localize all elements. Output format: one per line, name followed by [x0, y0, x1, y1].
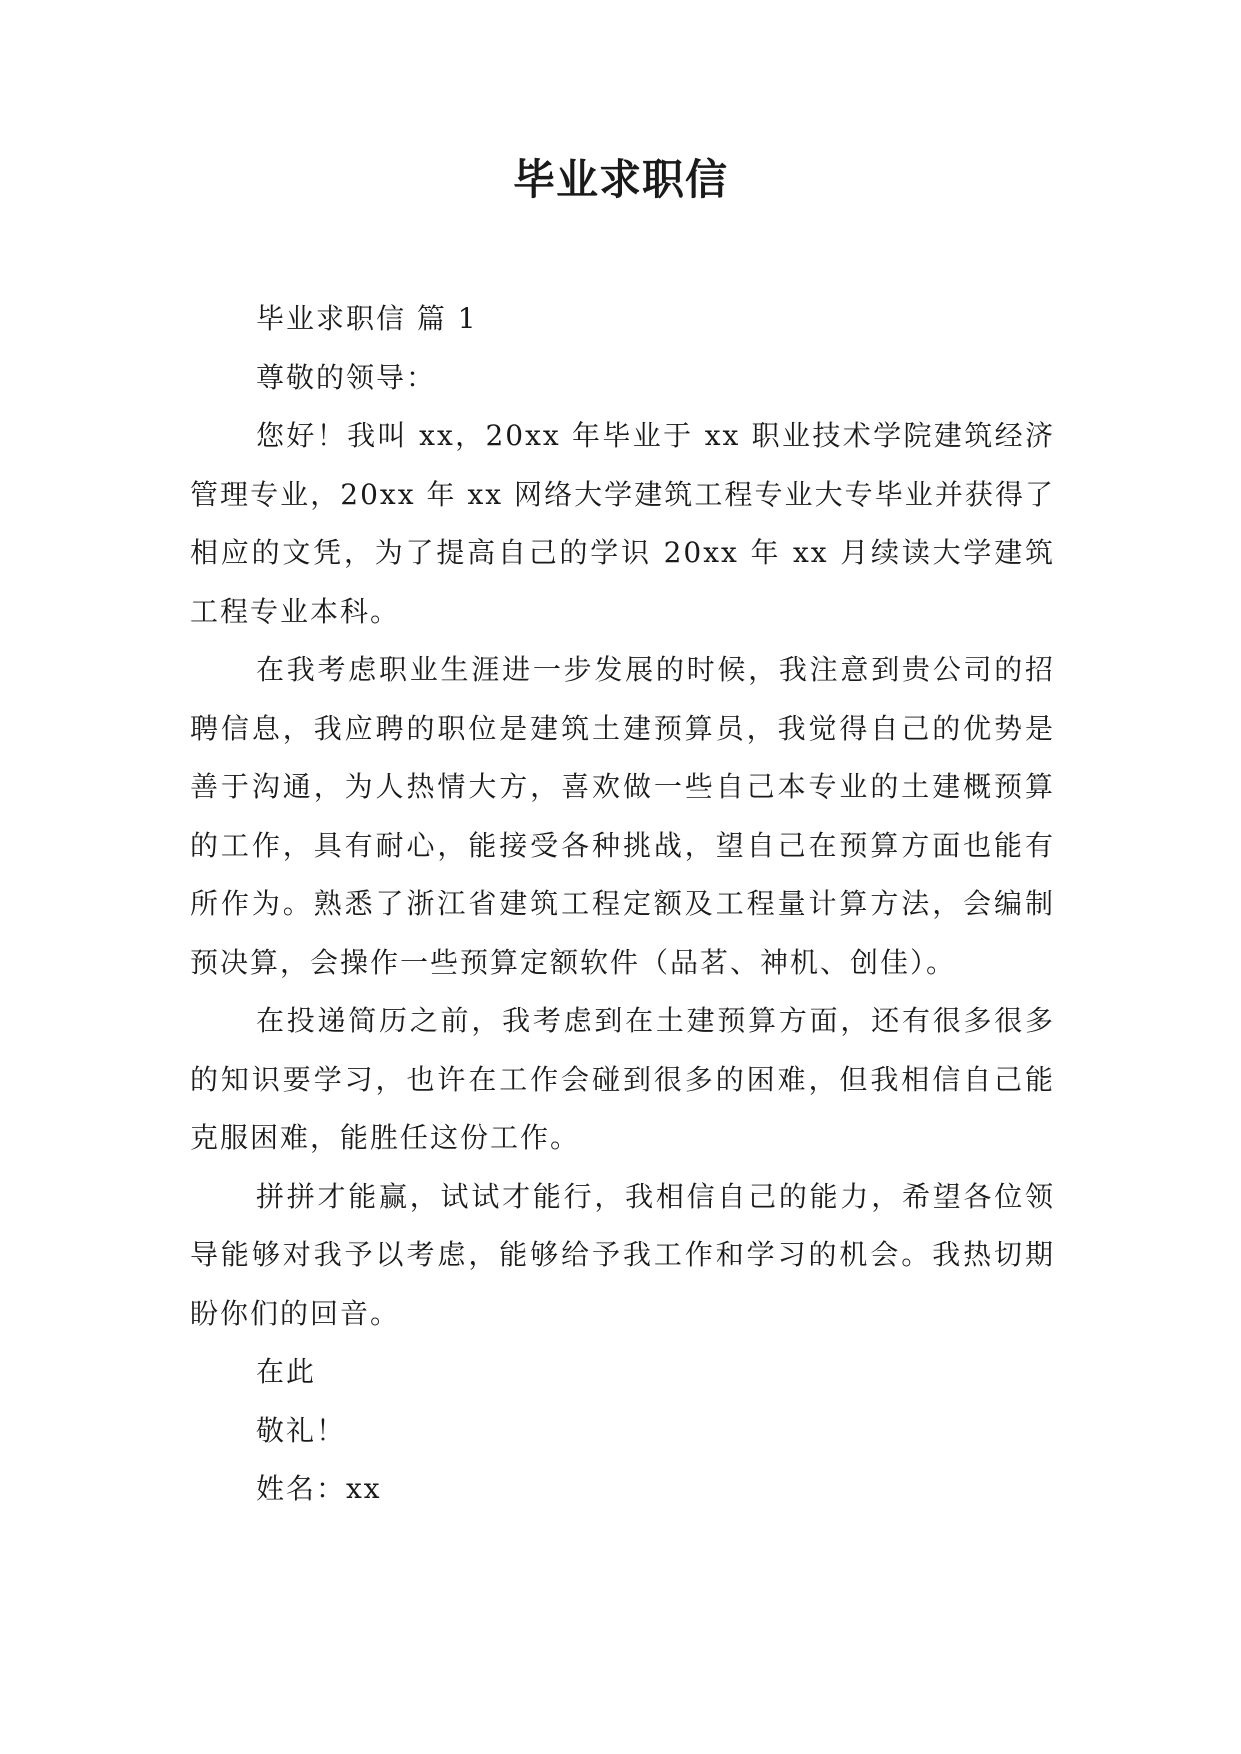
closing-regards: 敬礼！: [256, 1413, 347, 1447]
signature-name: 姓名：xx: [256, 1472, 382, 1505]
document-body: [190, 290, 1055, 1519]
paragraph-motivation: 在投递简历之前，我考虑到在土建预算方面，还有很多很多的知识要学习，也许在工作会碰到很多的困难，但我相信自己能克服困难，能胜任这份工作。: [190, 1004, 1055, 1154]
section-heading: 毕业求职信 篇 1: [256, 302, 478, 335]
salutation: 尊敬的领导：: [256, 360, 437, 394]
closing-here: 在此: [256, 1355, 317, 1388]
paragraph-skills: 在我考虑职业生涯进一步发展的时候，我注意到贵公司的招聘信息，我应聘的职位是建筑土建预算员，我觉得自己的优势是善于沟通，为人热情大方，喜欢做一些自己本专业的土建概预算的工作，具有耐心，能接受各种挑战，望自己在预算方面也能有所作为。熟悉了浙江省建筑工程定额及工程量计算方法，会编制预决算，会操作一些预算定额软件（品茗、神机、创佳）。: [190, 653, 1055, 979]
paragraph-intro: 您好！我叫 xx，20xx 年毕业于 xx 职业技术学院建筑经济管理专业，20xx 年 xx 网络大学建筑工程专业大专毕业并获得了相应的文凭，为了提高自己的学识 20xx 年 xx 月续读大学建筑工程专业本科。: [190, 419, 1055, 628]
document-title: 毕业求职信: [512, 155, 728, 204]
paragraph-closing: 拼拼才能赢，试试才能行，我相信自己的能力，希望各位领导能够对我予以考虑，能够给予我工作和学习的机会。我热切期盼你们的回音。: [190, 1179, 1055, 1330]
